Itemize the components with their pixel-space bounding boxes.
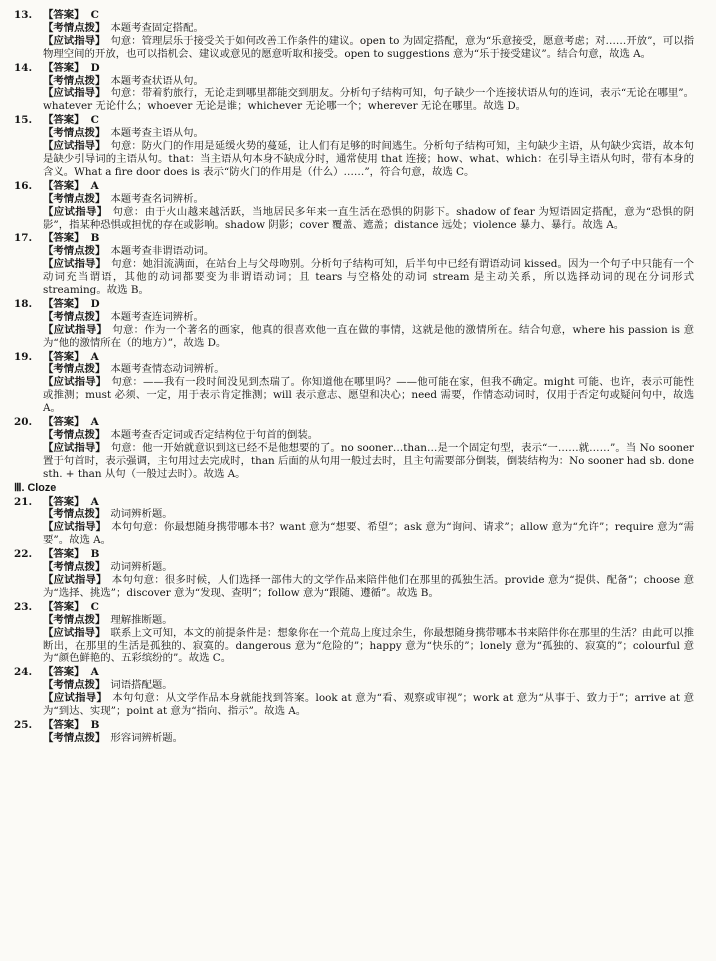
guide-text: 句意：他一开始就意识到这已经不是他想要的了。no sooner…than…是一个固定句型，表示“一……就……”。当 No sooner 置于句首时，表示强调，主句用过去完成时，than 后面的从句用一般过去时，且主句需要部分倒装，倒装结构为：No sooner had sb. done sth. + than 从句（一般过去时）。故选 A。 [43,441,695,480]
answer-tag: 【答案】 [43,297,85,310]
key-point-line [43,732,694,745]
key-point-tag: 【考情点拨】 [43,127,106,140]
guide-tag: 【应试指导】 [43,626,106,639]
answer-line [14,719,694,732]
key-point-line [43,75,694,88]
key-point-line [43,614,694,627]
guide-text: 句意：带着豹旅行，无论走到哪里都能交到朋友。分析句子结构可知，句子缺少一个连接状语从句的连词，表示“无论在哪里”。whatever 无论什么；whoever 无论是谁；whichever 无论哪一个；wherever 无论在哪里。故选 D。 [43,87,694,113]
answer-item [14,298,694,350]
key-point-tag: 【考情点拨】 [43,561,106,574]
key-point-line [43,193,694,206]
answer-item [14,416,694,481]
question-number: 24. [14,666,33,679]
question-number: 22. [14,548,33,561]
answer-value: B [90,718,100,731]
question-number: 16. [14,179,33,192]
guide-text: 本句句意：你最想随身携带哪本书？want 意为“想要、希望”；ask 意为“询问、请求”；allow 意为“允许”；require 意为“需要”。故选 A。 [43,521,695,547]
answer-value: D [90,61,100,74]
answer-tag: 【答案】 [43,232,85,245]
question-number: 14. [14,61,33,74]
answer-item [14,9,694,61]
guide-text: 句意：管理层乐于接受关于如何改善工作条件的建议。open to 为固定搭配，意为“乐意接受，愿意考虑；对……开放”，可以指物理空间的开放，也可以指机会、建议或意见的愿意听取和接受。open to suggestions 意为“乐于接受建议”。结合句意，故选 A。 [43,34,695,60]
answer-item [14,666,694,718]
answer-item [14,496,694,548]
answer-line [14,496,694,509]
answer-tag: 【答案】 [43,666,85,679]
key-point-text: 本题考查状语从句。 [110,74,204,87]
answer-tag: 【答案】 [43,495,85,508]
key-point-line [43,363,694,376]
answer-line [14,666,694,679]
guide-line [43,324,694,350]
guide-line [43,35,694,61]
answer-line [14,62,694,75]
answer-value: D [90,297,100,310]
guide-tag: 【应试指导】 [43,521,107,534]
answer-line [14,298,694,311]
question-number: 20. [14,416,33,429]
question-number: 19. [14,350,33,363]
guide-tag: 【应试指导】 [43,140,106,153]
guide-text: 联系上文可知，本文的前提条件是：想象你在一个荒岛上度过余生，你最想随身携带哪本书来陪伴你在那里的生活？由此可以推断出，在那里的生活是孤独的、寂寞的。dangerous 意为“危险的”；happy 意为“快乐的”；lonely 意为“孤独的、寂寞的”；colourful 意为“颜色鲜艳的、五彩缤纷的”。故选 C。 [43,626,695,665]
guide-tag: 【应试指导】 [43,441,106,454]
key-point-text: 本题考查情态动词辨析。 [110,363,225,376]
key-point-line [43,127,694,140]
guide-tag: 【应试指导】 [43,34,106,47]
key-point-tag: 【考情点拨】 [43,192,106,205]
key-point-line [43,245,694,258]
guide-tag: 【应试指导】 [43,573,107,586]
question-number: 18. [14,297,33,310]
guide-line [43,87,694,113]
question-number: 23. [14,600,33,613]
key-point-text: 本题考查连词辨析。 [110,310,204,323]
key-point-line [43,429,694,442]
answer-value: A [90,495,99,508]
answer-value: A [90,179,99,192]
question-number: 15. [14,114,33,127]
guide-tag: 【应试指导】 [43,205,108,218]
guide-text: 本句句意：从文学作品本身就能找到答案。look at 意为“看、观察或审视”；work at 意为“从事于、致力于”；arrive at 意为“到达、实现”；point at 意为“指向、指示”。故选 A。 [43,692,695,718]
answer-value: C [90,600,99,613]
answer-tag: 【答案】 [43,9,85,21]
key-point-text: 形容词辨析题。 [110,731,184,744]
answer-value: B [90,232,100,245]
guide-text: 本句句意：很多时候，人们选择一部伟大的文学作品来陪伴他们在那里的孤独生活。provide 意为“提供、配备”；choose 意为“选择、挑选”；discover 意为“发现、查明”；follow 意为“跟随、遵循”。故选 B。 [43,573,694,599]
key-point-text: 理解推断题。 [110,613,173,626]
key-point-line [43,679,694,692]
answer-item [14,232,694,297]
guide-line [43,627,694,666]
key-point-text: 动词辨析题。 [110,561,173,574]
answer-item [14,114,694,179]
key-point-tag: 【考情点拨】 [43,613,106,626]
key-point-text: 本题考查主语从句。 [110,127,204,140]
answer-value: A [90,350,99,363]
answer-item [14,180,694,232]
answer-line [14,416,694,429]
guide-line [43,376,694,415]
answer-tag: 【答案】 [43,416,85,429]
answer-value: A [90,666,99,679]
key-point-text: 本题考查固定搭配。 [110,21,204,34]
question-number: 17. [14,232,33,245]
section-heading-cloze: Ⅲ. Cloze [14,481,57,494]
grammar-answers [14,9,694,481]
key-point-tag: 【考情点拨】 [43,310,106,323]
key-point-tag: 【考情点拨】 [43,429,106,441]
answer-value: C [90,9,99,21]
answer-line [14,114,694,127]
guide-text: 句意：作为一个著名的画家，他真的很喜欢他一直在做的事情，这就是他的激情所在。结合句意，where his passion is 意为“他的激情所在（的地方）”，故选 D。 [43,323,695,349]
key-point-line [43,561,694,574]
key-point-text: 本题考查非谓语动词。 [110,245,215,258]
answer-item [14,62,694,114]
key-point-text: 本题考查名词辨析。 [110,192,204,205]
guide-text: 句意：防火门的作用是延缓火势的蔓延，让人们有足够的时间逃生。分析句子结构可知，主句缺少主语，从句缺少宾语，故本句是缺少引导词的主语从句。that：当主语从句本身不缺成分时，通常使用 that 连接；how、what、which：在引导主语从句时，带有本身的含义。What a fire door does is 表示“防火门的作用是（什么）……”，符合句意，故选 C。 [43,140,695,178]
key-point-tag: 【考情点拨】 [43,508,106,521]
key-point-tag: 【考情点拨】 [43,731,106,744]
guide-tag: 【应试指导】 [43,323,108,336]
answer-item [14,719,694,745]
answer-line [14,601,694,614]
answer-tag: 【答案】 [43,114,85,127]
answer-item [14,601,694,666]
guide-text: 句意：她泪流满面，在站台上与父母吻别。分析句子结构可知，后半句中已经有谓语动词 kissed。因为一个句子中只能有一个动词充当谓语，其他的动词都要变为非谓语动词；且 tears 与空格处的动词 stream 是主动关系，所以选择动词的现在分词形式 streaming。故选 B。 [43,258,695,297]
key-point-text: 本题考查否定词或否定结构位于句首的倒装。 [110,429,319,441]
answer-tag: 【答案】 [43,600,85,613]
answer-tag: 【答案】 [43,548,85,561]
guide-text: 句意：由于火山越来越活跃，当地居民多年来一直生活在恐惧的阴影下。shadow of fear 为短语固定搭配，意为“恐惧的阴影”，指某种恐惧或担忧的存在或影响。shadow 阴影；cover 覆盖、遮盖；distance 远处；violence 暴力、暴行。故选 A。 [43,205,694,231]
guide-tag: 【应试指导】 [43,376,107,389]
key-point-text: 动词辨析题。 [110,508,173,521]
key-point-line [43,311,694,324]
answer-value: A [90,416,99,429]
key-point-tag: 【考情点拨】 [43,679,106,692]
key-point-line [43,22,694,35]
cloze-answers [14,496,694,745]
guide-line [43,692,694,718]
answer-tag: 【答案】 [43,61,85,74]
key-point-line [43,508,694,521]
key-point-tag: 【考情点拨】 [43,363,106,376]
guide-line [43,140,694,179]
answer-line [14,9,694,22]
answer-tag: 【答案】 [43,179,85,192]
guide-line [43,206,694,232]
guide-tag: 【应试指导】 [43,87,106,100]
question-number: 13. [14,9,33,21]
guide-line [43,258,694,297]
key-point-text: 词语搭配题。 [110,679,173,692]
key-point-tag: 【考情点拨】 [43,245,106,258]
question-number: 25. [14,718,33,731]
answer-item [14,351,694,416]
key-point-tag: 【考情点拨】 [43,21,106,34]
guide-line [43,442,694,481]
answer-value: C [90,114,99,127]
answer-item [14,548,694,600]
key-point-tag: 【考情点拨】 [43,74,106,87]
answer-tag: 【答案】 [43,718,85,731]
question-number: 21. [14,495,33,508]
answer-line [14,180,694,193]
answer-line [14,548,694,561]
guide-tag: 【应试指导】 [43,692,108,705]
answer-tag: 【答案】 [43,350,85,363]
guide-text: 句意：——我有一段时间没见到杰瑞了。你知道他在哪里吗？——他可能在家，但我不确定。might 可能、也许，表示可能性或推测；must 必须、一定，用于表示肯定推测；will 表示意志、愿望和决心；need 需要，作情态动词时，仅用于否定句或疑问句中，故选 A。 [43,376,695,415]
guide-line [43,521,694,547]
guide-line [43,574,694,600]
answer-value: B [90,548,100,561]
guide-tag: 【应试指导】 [43,258,107,271]
answer-line [14,351,694,364]
answer-line [14,232,694,245]
